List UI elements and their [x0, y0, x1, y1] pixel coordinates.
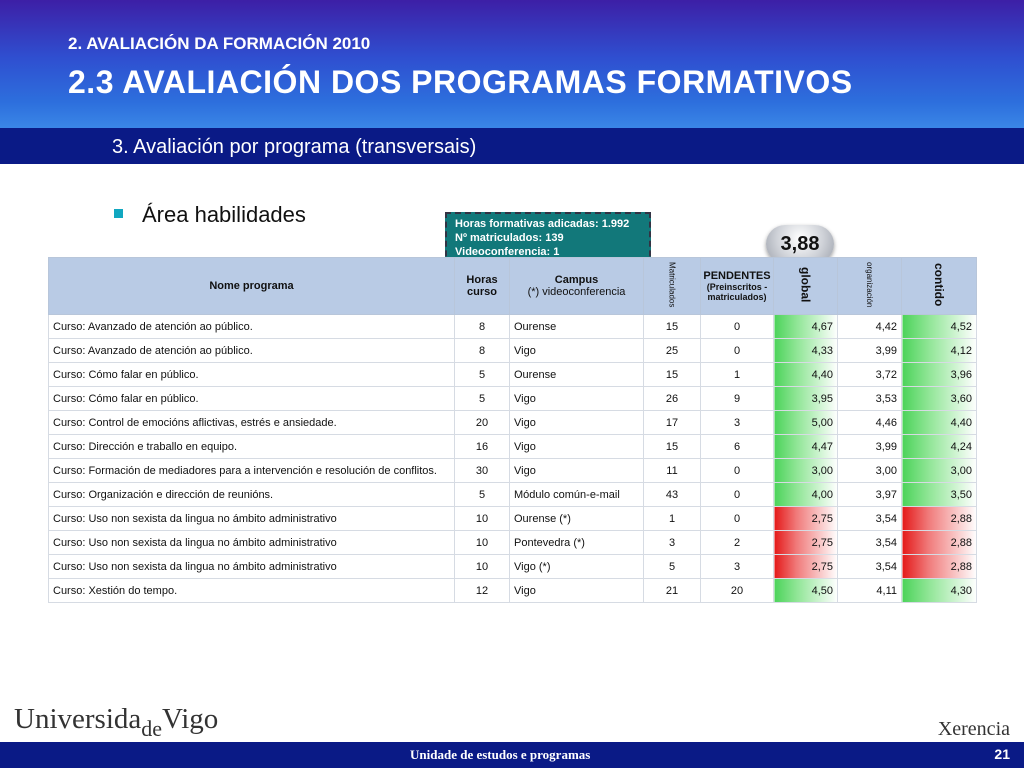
cell-horas: 16: [455, 435, 510, 459]
cell-matriculados: 3: [644, 531, 701, 555]
cell-contido: 4,12: [902, 339, 977, 363]
header-horas: [455, 258, 510, 315]
cell-pendentes: 2: [701, 531, 774, 555]
cell-pendentes: 1: [701, 363, 774, 387]
cell-organizacion: 3,97: [838, 483, 902, 507]
cell-global: 5,00: [774, 411, 838, 435]
cell-campus: Vigo (*): [510, 555, 644, 579]
cell-organizacion: 3,72: [838, 363, 902, 387]
cell-horas: 10: [455, 555, 510, 579]
cell-nome: Curso: Dirección e traballo en equipo.: [49, 435, 455, 459]
section-supertitle: 2. AVALIACIÓN DA FORMACIÓN 2010: [68, 34, 371, 53]
cell-horas: 10: [455, 507, 510, 531]
table-row: [49, 531, 977, 555]
cell-global: 3,95: [774, 387, 838, 411]
cell-horas: 8: [455, 339, 510, 363]
cell-campus: Vigo: [510, 579, 644, 603]
cell-global: 2,75: [774, 531, 838, 555]
cell-campus: Ourense: [510, 315, 644, 339]
cell-pendentes: 20: [701, 579, 774, 603]
cell-global: 4,00: [774, 483, 838, 507]
table-row: [49, 483, 977, 507]
cell-campus: Vigo: [510, 411, 644, 435]
table-row: [49, 363, 977, 387]
cell-global: 4,67: [774, 315, 838, 339]
cell-matriculados: 21: [644, 579, 701, 603]
cell-global: 2,75: [774, 507, 838, 531]
cell-nome: Curso: Uso non sexista da lingua no ámbito administrativo: [49, 531, 455, 555]
cell-organizacion: 3,54: [838, 531, 902, 555]
cell-campus: Ourense: [510, 363, 644, 387]
cell-contido: 2,88: [902, 507, 977, 531]
cell-campus: Módulo común-e-mail: [510, 483, 644, 507]
header-organizacion: [838, 258, 902, 315]
cell-pendentes: 0: [701, 315, 774, 339]
cell-matriculados: 17: [644, 411, 701, 435]
cell-contido: 4,40: [902, 411, 977, 435]
cell-contido: 2,88: [902, 555, 977, 579]
cell-pendentes: 3: [701, 411, 774, 435]
table-row: [49, 507, 977, 531]
header-contido-label: contido: [932, 262, 946, 307]
logo-vigo: Vigo: [162, 703, 219, 735]
cell-organizacion: 3,53: [838, 387, 902, 411]
cell-nome: Curso: Organización e dirección de reunións.: [49, 483, 455, 507]
cell-global: 4,47: [774, 435, 838, 459]
cell-contido: 4,30: [902, 579, 977, 603]
info-enrolled: Nº matriculados: 139: [455, 232, 564, 244]
table-row: [49, 555, 977, 579]
cell-contido: 2,88: [902, 531, 977, 555]
header-horas-line1: Horas: [466, 274, 498, 286]
cell-contido: 3,50: [902, 483, 977, 507]
cell-matriculados: 5: [644, 555, 701, 579]
logo-de: de: [141, 716, 163, 741]
cell-horas: 30: [455, 459, 510, 483]
info-videoconf: Videoconferencia: 1: [455, 246, 560, 258]
cell-pendentes: 9: [701, 387, 774, 411]
cell-horas: 8: [455, 315, 510, 339]
cell-contido: 4,24: [902, 435, 977, 459]
table-row: [49, 435, 977, 459]
cell-nome: Curso: Cómo falar en público.: [49, 387, 455, 411]
cell-matriculados: 26: [644, 387, 701, 411]
cell-pendentes: 0: [701, 459, 774, 483]
cell-global: 2,75: [774, 555, 838, 579]
cell-nome: Curso: Avanzado de atención ao público.: [49, 315, 455, 339]
cell-global: 4,50: [774, 579, 838, 603]
cell-campus: Pontevedra (*): [510, 531, 644, 555]
cell-organizacion: 3,99: [838, 435, 902, 459]
cell-campus: Ourense (*): [510, 507, 644, 531]
table-row: [49, 339, 977, 363]
cell-contido: 4,52: [902, 315, 977, 339]
xerencia-label: Xerencia: [937, 718, 1010, 740]
cell-horas: 5: [455, 483, 510, 507]
cell-horas: 5: [455, 387, 510, 411]
logo-text: Universida: [14, 703, 142, 735]
table-row: [49, 315, 977, 339]
header-campus-sub: (*) videoconferencia: [527, 286, 626, 298]
cell-campus: Vigo: [510, 339, 644, 363]
table-row: [49, 411, 977, 435]
cell-matriculados: 25: [644, 339, 701, 363]
cell-contido: 3,00: [902, 459, 977, 483]
cell-horas: 12: [455, 579, 510, 603]
header-nome: Nome programa: [49, 258, 455, 315]
cell-organizacion: 4,42: [838, 315, 902, 339]
cell-campus: Vigo: [510, 459, 644, 483]
cell-global: 4,33: [774, 339, 838, 363]
cell-nome: Curso: Uso non sexista da lingua no ámbito administrativo: [49, 507, 455, 531]
cell-matriculados: 11: [644, 459, 701, 483]
cell-global: 3,00: [774, 459, 838, 483]
header-campus: [510, 258, 644, 315]
cell-horas: 20: [455, 411, 510, 435]
programs-table: [48, 257, 977, 603]
cell-global: 4,40: [774, 363, 838, 387]
cell-campus: Vigo: [510, 387, 644, 411]
cell-nome: Curso: Control de emocións aflictivas, estrés e ansiedade.: [49, 411, 455, 435]
header-pendentes-label: PENDENTES: [703, 270, 771, 282]
cell-pendentes: 0: [701, 483, 774, 507]
page-number: 21: [994, 746, 1010, 762]
header-matriculados: [644, 258, 701, 315]
cell-matriculados: 43: [644, 483, 701, 507]
header-organizacion-label: organización: [865, 261, 874, 308]
cell-organizacion: 4,11: [838, 579, 902, 603]
cell-organizacion: 3,00: [838, 459, 902, 483]
info-hours: Horas formativas adicadas: 1.992: [455, 218, 630, 230]
cell-matriculados: 15: [644, 363, 701, 387]
header-global: [774, 258, 838, 315]
header-contido: [902, 258, 977, 315]
table-row: [49, 459, 977, 483]
cell-matriculados: 15: [644, 435, 701, 459]
area-label: Área habilidades: [142, 202, 306, 227]
cell-organizacion: 3,99: [838, 339, 902, 363]
cell-nome: Curso: Formación de mediadores para a intervención e resolución de conflitos.: [49, 459, 455, 483]
table-row: [49, 387, 977, 411]
table-body: [49, 315, 977, 603]
cell-matriculados: 15: [644, 315, 701, 339]
footer-unit: Unidade de estudos e programas: [410, 747, 591, 762]
cell-pendentes: 0: [701, 339, 774, 363]
header-pendentes-sub: (Preinscritos - matriculados): [706, 282, 768, 302]
header-global-label: global: [798, 266, 813, 303]
cell-contido: 3,60: [902, 387, 977, 411]
cell-nome: Curso: Cómo falar en público.: [49, 363, 455, 387]
cell-nome: Curso: Xestión do tempo.: [49, 579, 455, 603]
header-matriculados-label: Matriculados: [667, 261, 677, 308]
header-campus-label: Campus: [554, 274, 599, 286]
page-subtitle: 3. Avaliación por programa (transversais): [112, 136, 477, 158]
cell-nome: Curso: Avanzado de atención ao público.: [49, 339, 455, 363]
cell-nome: Curso: Uso non sexista da lingua no ámbito administrativo: [49, 555, 455, 579]
cell-horas: 10: [455, 531, 510, 555]
cell-contido: 3,96: [902, 363, 977, 387]
page-title: 2.3 AVALIACIÓN DOS PROGRAMAS FORMATIVOS: [68, 64, 853, 100]
cell-matriculados: 1: [644, 507, 701, 531]
cell-organizacion: 3,54: [838, 555, 902, 579]
cell-organizacion: 3,54: [838, 507, 902, 531]
cell-pendentes: 6: [701, 435, 774, 459]
cell-pendentes: 0: [701, 507, 774, 531]
table-header-row: [49, 258, 977, 315]
header-horas-line2: curso: [467, 286, 497, 298]
bullet-icon: [114, 209, 123, 218]
cell-campus: Vigo: [510, 435, 644, 459]
global-score-badge: 3,88: [766, 225, 834, 263]
cell-horas: 5: [455, 363, 510, 387]
university-logo: [14, 703, 219, 741]
cell-organizacion: 4,46: [838, 411, 902, 435]
table-row: [49, 579, 977, 603]
header-pendentes: [701, 258, 774, 315]
cell-pendentes: 3: [701, 555, 774, 579]
